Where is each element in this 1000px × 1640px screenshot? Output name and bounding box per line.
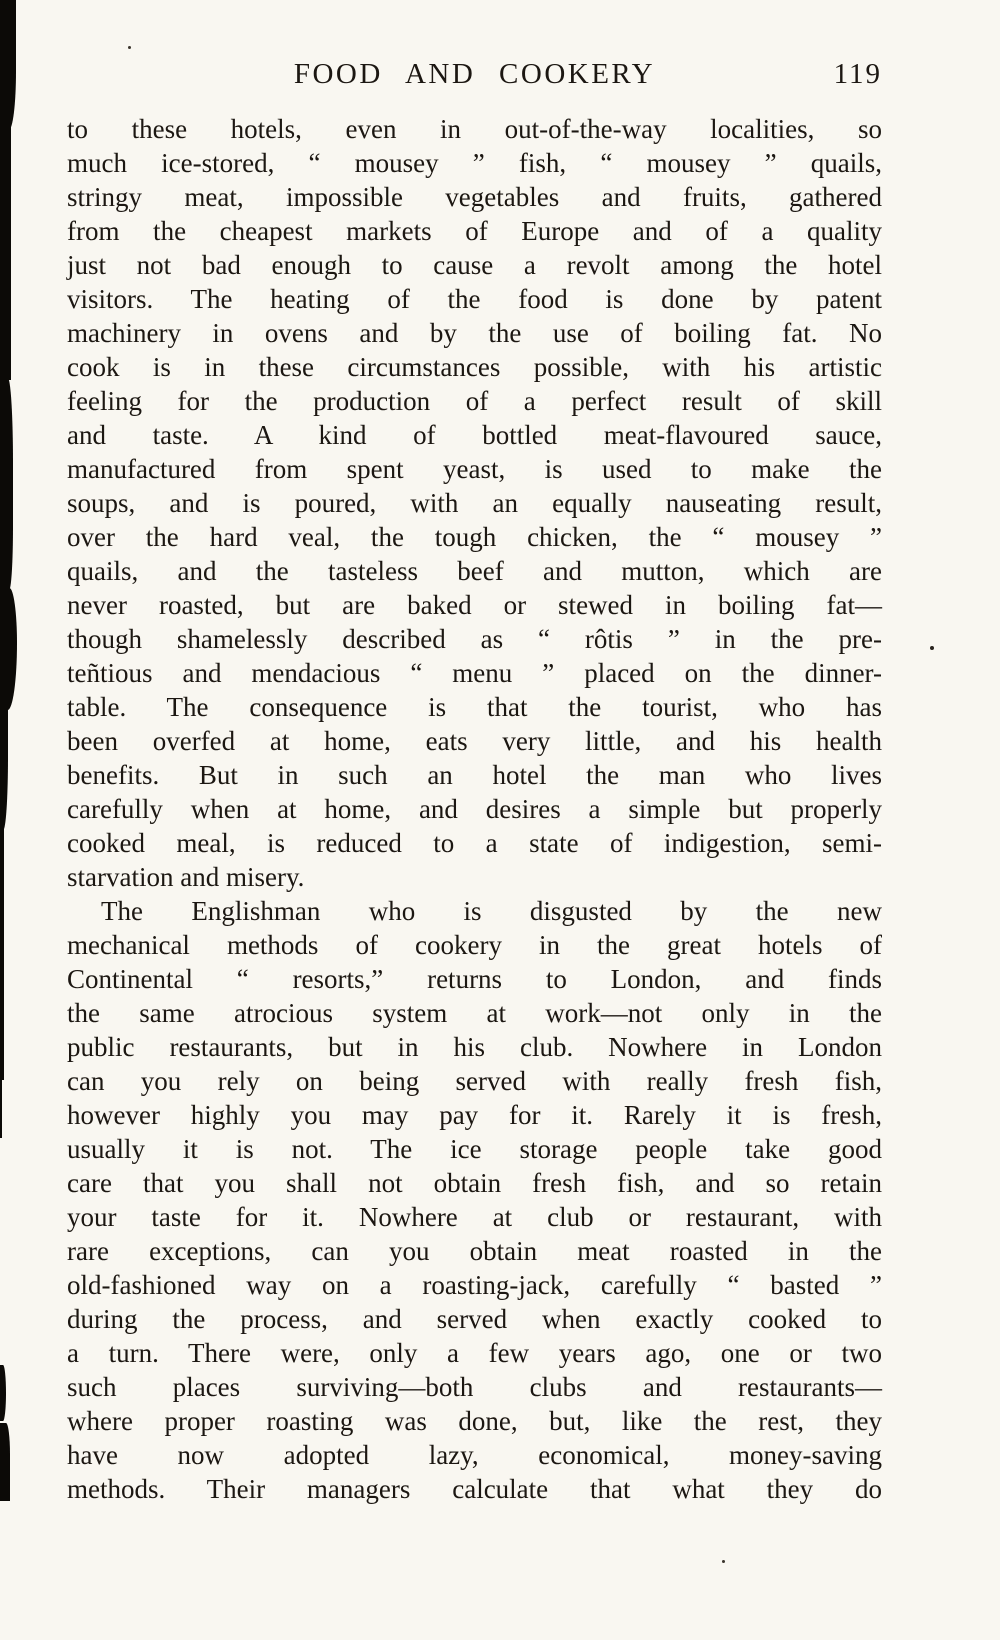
- text-line: been overfed at home, eats very little, and his health: [67, 726, 882, 756]
- text-line: public restaurants, but in his club. Nowhere in London: [67, 1032, 882, 1062]
- text-line: care that you shall not obtain fresh fish, and so retain: [67, 1168, 882, 1198]
- binding-segment: [0, 588, 17, 710]
- binding-segment: [0, 126, 11, 380]
- text-line: feeling for the production of a perfect result of skill: [67, 386, 882, 416]
- paragraph: [67, 112, 882, 894]
- binding-segment: [0, 708, 8, 830]
- text-line: cooked meal, is reduced to a state of indigestion, semi-: [67, 828, 882, 858]
- text-line: your taste for it. Nowhere at club or restaurant, with: [67, 1202, 882, 1232]
- ink-speck: [722, 1560, 725, 1563]
- text-line: just not bad enough to cause a revolt among the hotel: [67, 250, 882, 280]
- text-line: never roasted, but are baked or stewed in boiling fat—: [67, 590, 882, 620]
- text-line: however highly you may pay for it. Rarely it is fresh,: [67, 1100, 882, 1130]
- text-line: starvation and misery.: [67, 862, 305, 892]
- text-line: Continental “ resorts,” returns to London, and finds: [67, 964, 882, 994]
- text-line: teñtious and mendacious “ menu ” placed on the dinner-: [67, 658, 882, 688]
- running-title: FOOD AND COOKERY: [293, 58, 656, 90]
- binding-segment: [0, 828, 4, 1080]
- text-line: manufactured from spent yeast, is used to make the: [67, 454, 882, 484]
- page-content: [67, 58, 882, 1506]
- text-line: during the process, and served when exactly cooked to: [67, 1304, 882, 1334]
- text-line: and taste. A kind of bottled meat-flavoured sauce,: [67, 420, 882, 450]
- ink-speck: [930, 646, 934, 650]
- text-line: can you rely on being served with really fresh fish,: [67, 1066, 882, 1096]
- text-line: old-fashioned way on a roasting-jack, carefully “ basted ”: [67, 1270, 882, 1300]
- text-line: though shamelessly described as “ rôtis ” in the pre-: [67, 624, 882, 654]
- text-line: mechanical methods of cookery in the great hotels of: [67, 930, 882, 960]
- text-line: a turn. There were, only a few years ago, one or two: [67, 1338, 882, 1368]
- text-line: machinery in ovens and by the use of boiling fat. No: [67, 318, 882, 348]
- text-line: much ice-stored, “ mousey ” fish, “ mousey ” quails,: [67, 148, 882, 178]
- ink-speck: [128, 46, 131, 49]
- binding-segment: [0, 1423, 10, 1501]
- text-line: such places surviving—both clubs and restaurants—: [67, 1372, 882, 1402]
- binding-segment: [0, 378, 13, 590]
- text-line: usually it is not. The ice storage people take good: [67, 1134, 882, 1164]
- text-line: where proper roasting was done, but, like the rest, they: [67, 1406, 882, 1436]
- text-line: have now adopted lazy, economical, money-saving: [67, 1440, 882, 1470]
- text-line: carefully when at home, and desires a simple but properly: [67, 794, 882, 824]
- text-line: stringy meat, impossible vegetables and fruits, gathered: [67, 182, 882, 212]
- text-line: visitors. The heating of the food is done by patent: [67, 284, 882, 314]
- body-text: [67, 112, 882, 1506]
- text-line: from the cheapest markets of Europe and of a quality: [67, 216, 882, 246]
- text-line: quails, and the tasteless beef and mutton, which are: [67, 556, 882, 586]
- text-line: soups, and is poured, with an equally nauseating result,: [67, 488, 882, 518]
- scan-binding-artifact: [0, 0, 26, 1640]
- text-line: cook is in these circumstances possible, with his artistic: [67, 352, 882, 382]
- text-line: table. The consequence is that the tourist, who has: [67, 692, 882, 722]
- page-header: [67, 58, 882, 112]
- text-line: to these hotels, even in out-of-the-way localities, so: [67, 114, 882, 144]
- page-number: 119: [833, 58, 882, 90]
- text-line: the same atrocious system at work—not only in the: [67, 998, 882, 1028]
- text-line: methods. Their managers calculate that what they do: [67, 1474, 882, 1504]
- binding-segment: [0, 1365, 6, 1421]
- text-line: benefits. But in such an hotel the man who lives: [67, 760, 882, 790]
- text-line: over the hard veal, the tough chicken, the “ mousey ”: [67, 522, 882, 552]
- text-line: The Englishman who is disgusted by the new: [101, 896, 882, 926]
- text-line: rare exceptions, can you obtain meat roasted in the: [67, 1236, 882, 1266]
- paragraph: [67, 894, 882, 1506]
- binding-segment: [0, 1078, 2, 1138]
- binding-segment: [0, 0, 16, 130]
